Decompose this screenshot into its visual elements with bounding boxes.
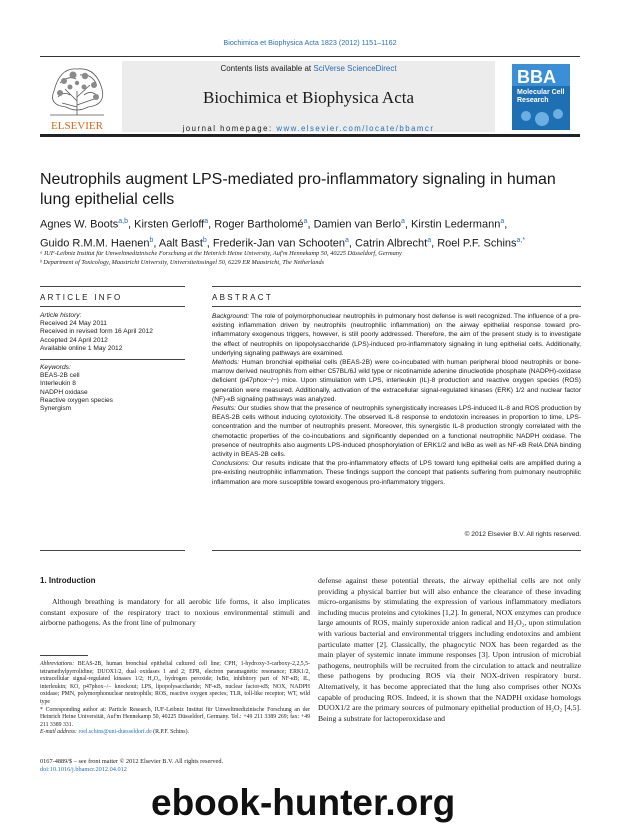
watermark bbox=[151, 783, 611, 823]
homepage-prefix: journal homepage: bbox=[182, 124, 277, 133]
contents-line bbox=[122, 64, 495, 73]
affiliation-marker[interactable]: a bbox=[500, 218, 505, 225]
affiliation-marker[interactable]: b bbox=[202, 236, 207, 244]
background-label: Background: bbox=[212, 313, 250, 320]
history-item: Available online 1 May 2012 bbox=[40, 344, 123, 352]
conclusions-label: Conclusions: bbox=[212, 460, 250, 468]
watermark-text: ebook-hunter.org bbox=[151, 783, 456, 823]
article-info-header: ARTICLE INFO bbox=[40, 293, 123, 302]
abstract-body bbox=[212, 312, 581, 487]
masthead-rule bbox=[40, 134, 580, 137]
author-name: Catrin Albrecht bbox=[355, 237, 428, 250]
history-item: Accepted 24 April 2012 bbox=[40, 336, 108, 344]
author-line-1: Agnes W. Boots$^{a,b}$, Kirsten Gerloff$^a$, Roger Bartholomé$^a$, Damien van Berlo$^a$, Kirstin Ledermann$^a$, bbox=[40, 218, 508, 231]
issn-block bbox=[40, 758, 310, 774]
abstract-rule-top bbox=[212, 286, 581, 287]
cover-line2: Molecular Cell bbox=[517, 89, 565, 96]
intro-left-paragraph: Although breathing is mandatory for all aerobic life forms, it also implicates constant exposure of the respiratory tract to noxious environmental stimuli and airborne pathogens. As the front line of pulmonary bbox=[40, 597, 310, 628]
affiliation-marker[interactable]: a,b bbox=[118, 218, 128, 225]
affiliation-marker[interactable]: a bbox=[204, 218, 209, 225]
methods-label: Methods: bbox=[212, 359, 240, 367]
section-heading: 1. Introduction bbox=[40, 576, 96, 585]
corresponding-author: * Corresponding author at: Particle Research, IUF-Leibniz Institut für Umweltmedizinische Forschung an der Heinrich Heine Universität, Auf'm Hennekamp 50, 40225 Düsseldorf, Germany. Tel.: +49 211 3389 269; fax: +49 211 3389 331. bbox=[40, 706, 310, 728]
methods-text: Human bronchial epithelial cells (BEAS-2B) were co-incubated with human peripheral blood neutrophils or bone-marrow derived neutrophils from either C57BL/6J wild type or nicotinamide adenine dinucleotide phosphate (NADPH)-oxidase deficient (p47phox−/−) mice. Upon stimulation with LPS, interleukin (IL)-8 production and reactive oxygen species (ROS) generation were measured. Additionally, activation of the extracellular signal-regulated kinases (ERK) 1/2 and nuclear factor (NF)-κB signaling pathways was analyzed. bbox=[212, 359, 581, 403]
author-name: Roel P.F. Schins bbox=[437, 237, 517, 250]
author-name: Kirstin Ledermann bbox=[411, 218, 501, 231]
abstract-results bbox=[212, 404, 581, 459]
conclusions-text: Our results indicate that the pro-inflammatory effects of LPS toward lung epithelial cells are amplified during a pre-existing neutrophilic inflammation. These findings support the concept that patients suffering from pulmonary neutrophilic inflammation are more susceptible toward exogenous pro-inflammatory triggers. bbox=[212, 460, 581, 486]
contents-prefix: Contents lists available at bbox=[220, 64, 312, 73]
author-line-2: Guido R.M.M. Haenen$^b$, Aalt Bast$^b$, Frederik-Jan van Schooten$^a$, Catrin Albrecht$^a$, Roel P.F. Schins$^{a,*}$ bbox=[40, 236, 526, 250]
history-label: Article history: bbox=[40, 312, 82, 319]
email-suffix: (R.P.F. Schins). bbox=[153, 729, 189, 736]
results-label: Results: bbox=[212, 405, 236, 413]
history-item: Received in revised form 16 April 2012 bbox=[40, 328, 153, 336]
elsevier-logo bbox=[40, 61, 115, 133]
cover-line3: Research bbox=[517, 97, 549, 104]
article-info bbox=[40, 312, 185, 413]
author-name: Guido R.M.M. Haenen bbox=[40, 237, 150, 250]
affiliation-marker[interactable]: a bbox=[303, 218, 308, 225]
article-title: Neutrophils augment LPS-mediated pro-inflammatory signaling in human lung epithelial cells bbox=[40, 171, 556, 208]
author-name: Damien van Berlo bbox=[313, 218, 402, 231]
affiliation-b: ᵇ Department of Toxicology, Maastricht University, Universiteitssingel 50, 6229 ER Maastricht, The Netherlands bbox=[40, 259, 325, 266]
footnote-rule bbox=[40, 655, 88, 656]
email-label: E-mail address: bbox=[40, 729, 77, 736]
cover-bba-text: BBA bbox=[517, 67, 556, 87]
copyright: © 2012 Elsevier B.V. All rights reserved. bbox=[464, 531, 581, 538]
affiliation-a: ᵃ IUF-Leibniz Institut für Umweltmedizinische Forschung at the Heinrich Heine University, Auf'm Hennekamp 50, 40225 Düsseldorf, Germany bbox=[40, 250, 402, 257]
author-name: Kirsten Gerloff bbox=[134, 218, 205, 231]
abstract-header: ABSTRACT bbox=[212, 293, 274, 302]
abstract-background bbox=[212, 312, 581, 358]
intro-right-paragraph: defense against these potential threats, the airway epithelial cells are not only providing a physical barrier but will also enhance the clearance of these invading micro-organisms by stimulating the expression of various inflammatory mediators including mucus proteins and cytokines [1,2]. In general, NOX enzymes can produce large amounts of ROS, mainly superoxide anion radical and H₂O₂, upon stimulation with various bacterial and environmental triggers including endotoxins and ambient particulate matter [2]. Classically, the phagocytic NOX has been regarded as the main player of systemic innate immune responses [3]. Upon intrusion of microbial pathogens, neutrophils will be recruited from the circulation to attack and neutralize these pathogens by producing ROS via their NOX-driven respiratory burst. Alternatively, it has become appreciated that the lung also comprises other NOXs capable of producing ROS. Indeed, it is shown that the NADPH oxidase homologs DUOX1/2 are the primary sources of pulmonary epithelial production of H₂O₂ [4,5]. Being a substrate for lactoperoxidase and bbox=[318, 576, 581, 723]
journal-cover bbox=[512, 64, 570, 130]
results-text: Our studies show that the presence of neutrophils synergistically increases LPS-induced IL-8 and ROS production by BEAS-2B cells without inducing cytotoxicity. The observed IL-8 response to endotoxin increases in proportion to time, LPS-concentration and the number of neutrophils present. Moreover, this synergistic IL-8 production strongly correlated with the chemotactic properties of the co-incubations and significantly depended on a functional neutrophilic NADPH oxidase. The presence of neutrophils also augments LPS-induced phosphorylation of ERK1/2 and IκBα as well as NF-κB RelA DNA binding activity in BEAS-2B cells. bbox=[212, 405, 581, 459]
affiliation-marker[interactable]: b bbox=[149, 236, 154, 244]
watermark-graphic bbox=[151, 783, 611, 823]
article-info-rule bbox=[40, 306, 185, 307]
keyword: Reactive oxygen species bbox=[40, 396, 113, 404]
author-list bbox=[40, 214, 580, 251]
abbreviations bbox=[40, 661, 310, 707]
journal-homepage bbox=[122, 124, 495, 133]
author-name: Frederik-Jan van Schooten bbox=[212, 237, 345, 250]
abstract-conclusions bbox=[212, 459, 581, 487]
affiliation-marker[interactable]: a,* bbox=[516, 236, 526, 244]
article-info-rule-bottom bbox=[40, 550, 185, 551]
author-name: Aalt Bast bbox=[158, 237, 203, 250]
bba-cover-icon bbox=[512, 64, 570, 130]
keyword: BEAS-2B cell bbox=[40, 372, 80, 380]
header-rule bbox=[40, 56, 580, 57]
doi-link[interactable]: doi:10.1016/j.bbamcr.2012.04.012 bbox=[40, 766, 127, 773]
article-info-divider bbox=[40, 359, 185, 360]
elsevier-wordmark: ELSEVIER bbox=[51, 120, 103, 132]
email-link[interactable]: roel.schins@uni-duesseldorf.de bbox=[78, 729, 152, 736]
abstract-rule bbox=[212, 306, 581, 307]
journal-reference[interactable]: Biochimica et Biophysica Acta 1823 (2012) 1151–1162 bbox=[223, 38, 397, 47]
keywords-label: Keywords: bbox=[40, 364, 71, 372]
author-name: Agnes W. Boots bbox=[40, 218, 119, 231]
history-item: Received 24 May 2011 bbox=[40, 320, 107, 328]
abstract-rule-bottom bbox=[212, 550, 581, 551]
keyword: Synergism bbox=[40, 405, 72, 413]
abbreviations-text: BEAS-2B, human bronchial epithelial cultured cell line; CPH, 1-hydroxy-3-carboxy-2,2,5,5-tetramethylpyrrolidine; DUOX1/2, dual oxidases 1 and 2; EPR, electron paramagnetic resonance; ERK1/2, extracellular signal-regulated kinases 1/2; H₂O₂, hydrogen peroxide; IκBα, inhibitory part of NF-κB; IL, interleukin; KO, p47phox−/− knockout; LPS, lipopolysaccharide; NF-κB, nuclear factor-κB; NOX, NADPH oxidase; PMN, polymorphonuclear neutrophils; ROS, reactive oxygen species; TLR, toll-like receptor; WT, wild type bbox=[40, 661, 310, 705]
sciencedirect-link[interactable]: SciVerse ScienceDirect bbox=[313, 64, 397, 73]
article-info-rule-top bbox=[40, 286, 185, 287]
affiliation-marker[interactable]: a bbox=[427, 236, 432, 244]
affiliation-marker[interactable]: a bbox=[345, 236, 349, 244]
keyword: NADPH oxidase bbox=[40, 388, 88, 396]
footnotes bbox=[40, 661, 310, 737]
issn-line: 0167-4889/$ – see front matter © 2012 Elsevier B.V. All rights reserved. bbox=[40, 758, 224, 765]
affiliation-marker[interactable]: a bbox=[401, 218, 405, 225]
keyword: Interleukin 8 bbox=[40, 380, 76, 388]
elsevier-tree-icon bbox=[40, 61, 115, 133]
email-line bbox=[40, 729, 310, 737]
homepage-link[interactable]: www.elsevier.com/locate/bbamcr bbox=[276, 124, 435, 133]
abbreviations-label: Abbreviations: bbox=[40, 661, 75, 667]
background-text: The role of polymorphonuclear neutrophils in pulmonary host defense is well recognized. The influence of a pre-existing inflammation driven by neutrophils (neutrophilic inflammation) on the airway epithelial response toward pro-inflammatory exogenous triggers, however, is still poorly addressed. Therefore, the aim of the present study is to investigate the effect of neutrophils on lipopolysaccharide (LPS)-induced pro-inflammatory signaling in lung epithelial cells. Additionally, underlying signaling pathways are examined. bbox=[212, 313, 581, 357]
journal-title: Biochimica et Biophysica Acta bbox=[202, 88, 415, 107]
author-name: Roger Bartholomé bbox=[214, 218, 304, 231]
abstract-methods bbox=[212, 358, 581, 404]
